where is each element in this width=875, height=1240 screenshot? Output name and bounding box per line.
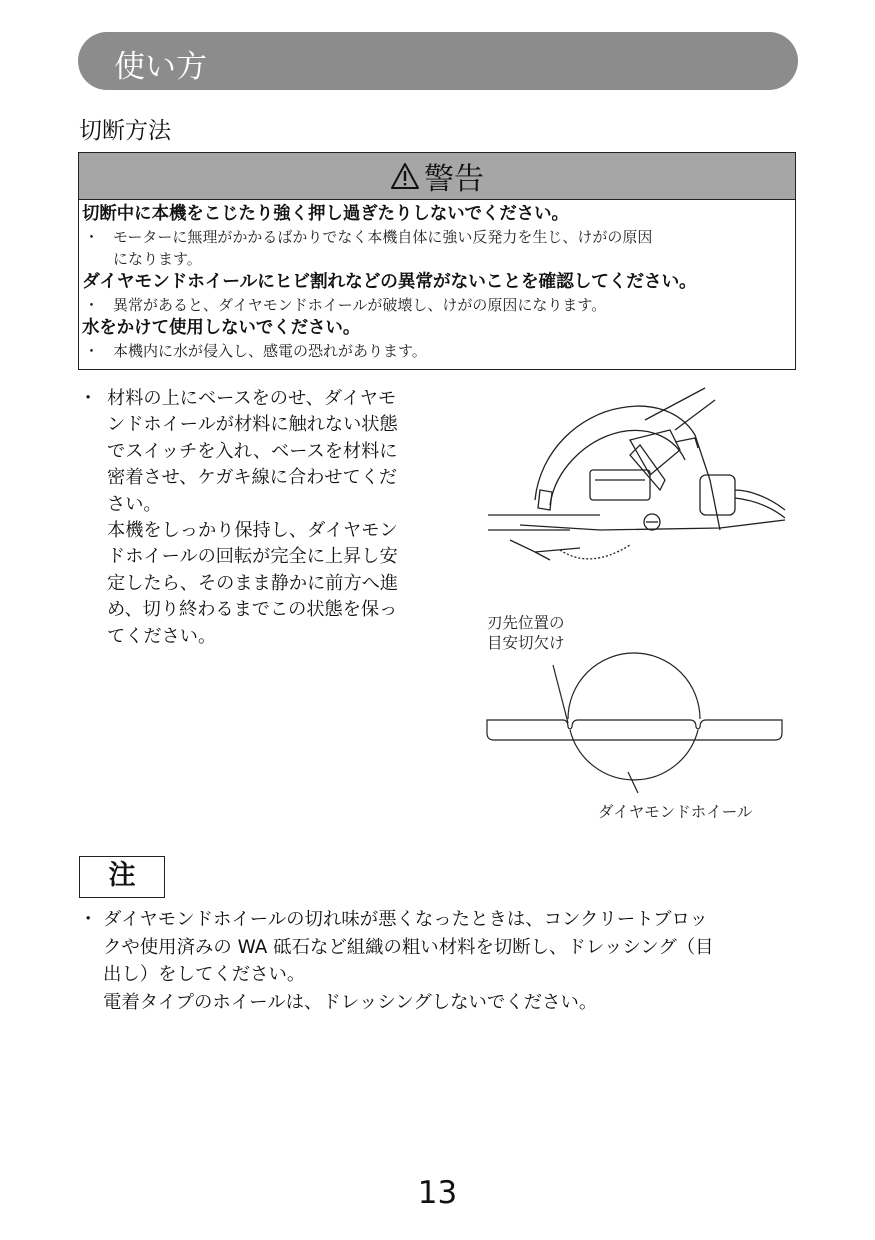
notch-label: 刃先位置の [487,614,565,632]
wheel-label: ダイヤモンドホイール [598,803,753,821]
base-plate-diagram [480,645,790,795]
instructions [79,386,441,650]
page-title: 使い方 [114,49,207,85]
warning-heading: 切断中に本機をこじたり強く押し過ぎたりしないでください。 [82,204,569,224]
warning-bullet [82,294,791,316]
section-title: 切断方法 [79,118,171,144]
text-line: さい。 [107,493,162,515]
warning-heading: 水をかけて使用しないでください。 [82,318,361,338]
text-line: でスイッチを入れ、ベースを材料に [107,440,398,462]
notch-label: 目安切欠け [487,634,565,652]
bullet-mark: ・ [84,342,100,360]
warning-title: 警告 [424,162,484,197]
warning-text: モーターに無理がかかるばかりでなく本機自体に強い反発力を生じ、けがの原因 [113,228,653,246]
page-number: 13 [417,1175,458,1211]
text-line: 密着させ、ケガキ線に合わせてくだ [107,467,398,489]
text-line: クや使用済みの WA 砥石など組織の粗い材料を切断し、ドレッシング（目 [103,936,714,958]
text-line: め、切り終わるまでこの状態を保っ [107,599,398,621]
warning-text: 本機内に水が侵入し、感電の恐れがあります。 [113,342,427,360]
text-line: 定したら、そのまま静かに前方へ進 [107,572,399,594]
warning-body [79,200,795,362]
warning-bullet [82,340,791,362]
text-line: 本機をしっかり保持し、ダイヤモン [107,520,398,542]
bullet-mark: ・ [84,296,100,314]
text-line: ダイヤモンドホイールの切れ味が悪くなったときは、コンクリートブロッ [103,909,708,930]
text-line: ンドホイールが材料に触れない状態 [107,414,398,436]
note-label: 注 [79,856,165,898]
text-line: てください。 [107,625,217,647]
text-line: 出し）をしてください。 [103,964,306,985]
warning-triangle-icon [390,162,420,190]
cutter-illustration [480,380,790,821]
warning-box [78,152,796,370]
instruction-paragraph [107,386,398,518]
bullet-mark: ・ [79,388,98,409]
bullet-mark: ・ [84,228,100,246]
instruction-paragraph [107,518,398,650]
warning-bullet [82,226,791,270]
text-line: 材料の上にベースをのせ、ダイヤモ [107,388,397,409]
text-line: 電着タイプのホイールは、ドレッシングしないでください。 [103,991,598,1013]
warning-heading: ダイヤモンドホイールにヒビ割れなどの異常がないことを確認してください。 [82,271,697,292]
circular-saw-drawing [480,380,790,580]
note-text [79,906,799,1016]
warning-header [79,153,795,200]
header-bar [78,32,798,90]
warning-text: 異常があると、ダイヤモンドホイールが破壊し、けがの原因になります。 [113,296,607,314]
bullet-mark: ・ [79,909,98,930]
text-line: ドホイールの回転が完全に上昇し安 [107,546,398,568]
warning-text: になります。 [113,250,202,268]
